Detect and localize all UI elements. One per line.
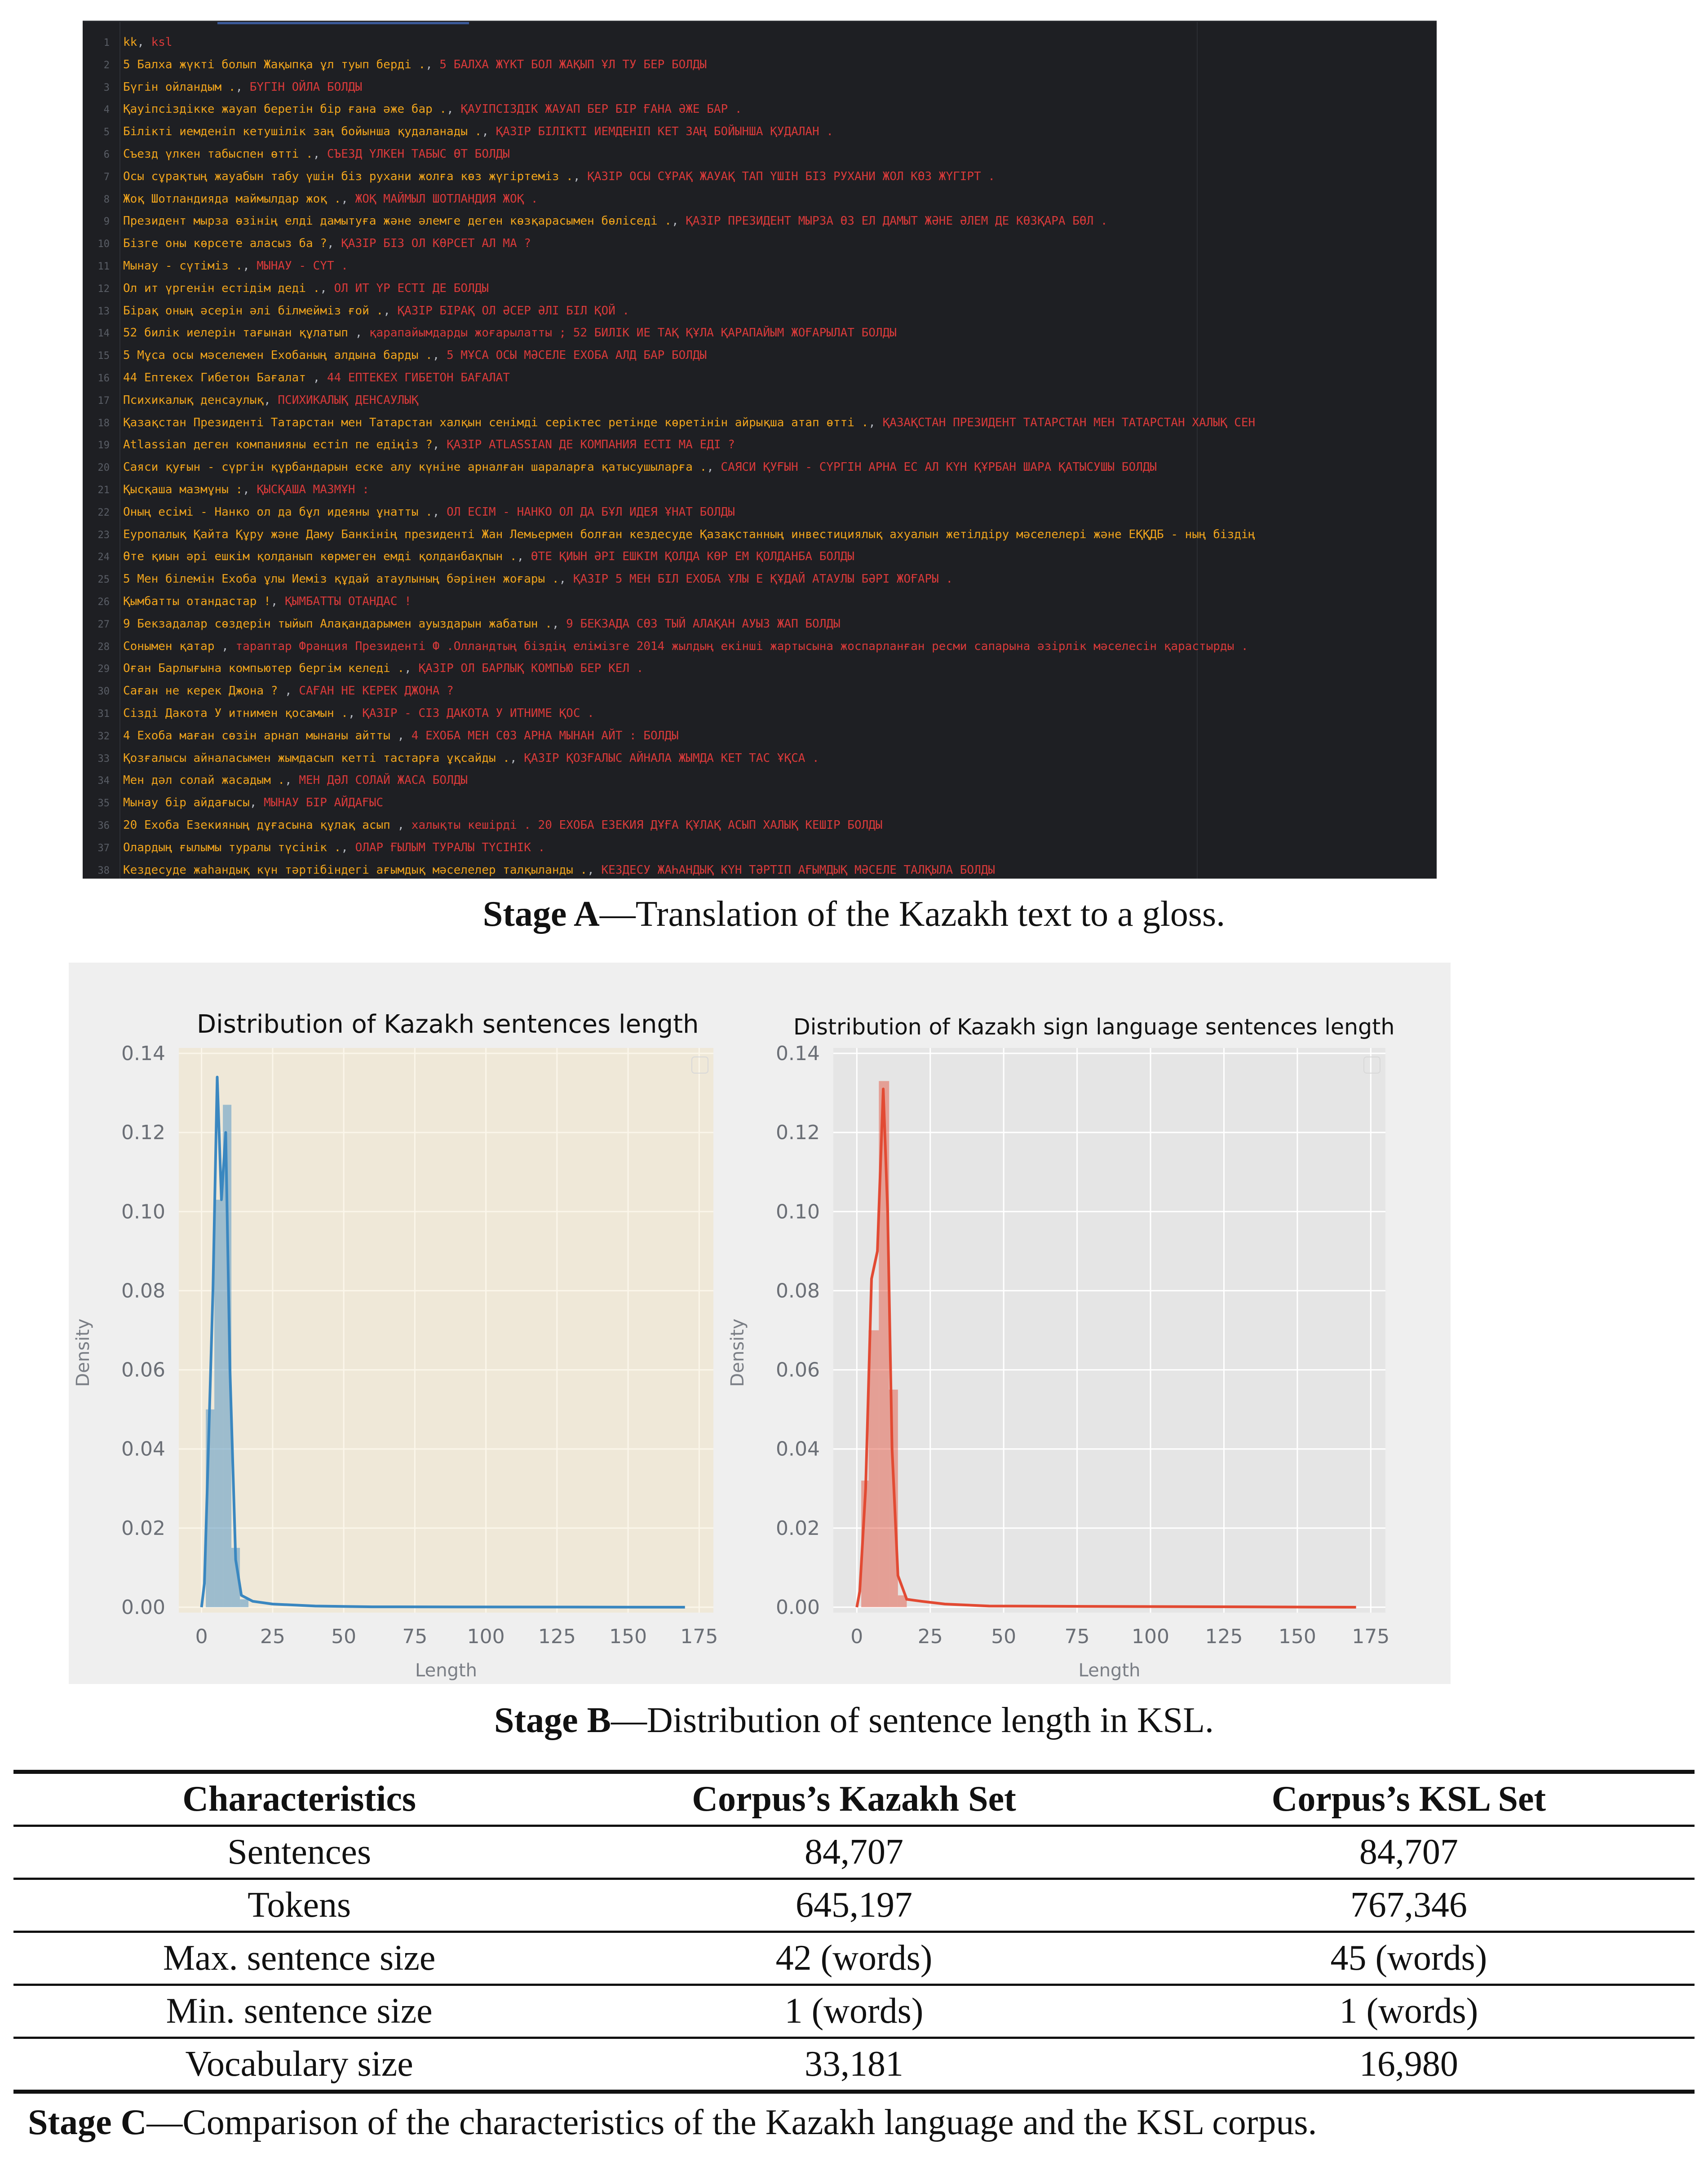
line-number: 37 (97, 842, 110, 854)
code-line (83, 680, 1437, 702)
code-line (83, 367, 1437, 389)
ksl-value: 45 (words) (1123, 1932, 1695, 1985)
y-tick-label: 0.06 (121, 1358, 165, 1382)
code-line (83, 613, 1437, 635)
separator: , (404, 662, 419, 676)
code-line (83, 702, 1437, 725)
ksl-gloss: ПСИХИКАЛЫҚ ДЕНСАУЛЫҚ (278, 393, 419, 407)
ksl-value: 767,346 (1123, 1879, 1695, 1932)
ksl-gloss: ӨТЕ ҚИЫН ӘРІ ЕШКІМ ҚОЛДА КӨР ЕМ ҚОЛДАНБА БОЛДЫ (531, 550, 854, 564)
kazakh-text: 44 Ептекех Гибетон Бағалат (123, 371, 313, 385)
separator: , (285, 774, 299, 787)
table-row (13, 1985, 1695, 2038)
left-chart-title: Distribution of Kazakh sentences length (197, 1010, 699, 1039)
header-kazakh-set: Corpus’s Kazakh Set (585, 1772, 1123, 1826)
line-number: 29 (97, 663, 110, 675)
separator: , (868, 416, 883, 429)
code-line (83, 76, 1437, 98)
row-label: Vocabulary size (13, 2038, 585, 2092)
separator: , (573, 169, 588, 183)
code-line (83, 836, 1437, 859)
kazakh-text: Бүгін ойландым . (123, 80, 236, 94)
ksl-gloss: ҚАЗІР - СІЗ ДАКОТА У ИТНИМЕ ҚОС . (362, 707, 594, 720)
kazakh-text: Бізге оны көрсете аласыз ба ? (123, 237, 327, 251)
kazakh-value: 1 (words) (585, 1985, 1123, 2038)
stage-b-caption (0, 1700, 1708, 1741)
separator: , (671, 214, 686, 228)
kazakh-text: Сонымен қатар (123, 639, 222, 653)
separator: , (341, 840, 355, 854)
separator: , (432, 505, 447, 519)
separator: , (320, 281, 334, 295)
line-number: 10 (97, 239, 110, 250)
line-number: 14 (97, 328, 110, 340)
kazakh-text: Сізді Дакота У итнимен қосамын . (123, 707, 348, 720)
line-number: 2 (103, 59, 110, 71)
header-ksl-set: Corpus’s KSL Set (1123, 1772, 1695, 1826)
x-tick-label: 0 (195, 1625, 208, 1648)
x-tick-label: 75 (402, 1625, 428, 1648)
charts-panel (69, 963, 1451, 1684)
x-tick-label: 75 (1064, 1625, 1090, 1648)
ksl-gloss: ОЛ ЕСІМ - НАНКО ОЛ ДА БҰЛ ИДЕЯ ҰНАТ БОЛДЫ (447, 505, 735, 519)
line-number: 20 (97, 462, 110, 474)
kazakh-text: Мынау - сүтіміз . (123, 259, 243, 273)
code-line (83, 120, 1437, 143)
y-tick-label: 0.10 (776, 1200, 820, 1224)
y-tick-label: 0.06 (776, 1358, 820, 1382)
separator: , (432, 438, 447, 452)
x-tick-label: 125 (1205, 1625, 1243, 1648)
ksl-gloss: 5 БАЛХА ЖҮКТ БОЛ ЖАҚЫП ҰЛ ТУ БЕР БОЛДЫ (439, 57, 707, 71)
ksl-gloss: ҚЫСҚАША МАЗМҰН : (257, 483, 369, 496)
line-number: 24 (97, 552, 110, 563)
kazakh-value: 84,707 (585, 1826, 1123, 1879)
y-tick-label: 0.14 (776, 1042, 820, 1065)
stage-b-label: Stage B (494, 1701, 611, 1740)
line-number: 35 (97, 798, 110, 809)
x-tick-label: 125 (538, 1625, 576, 1648)
y-axis-label: Density (727, 1318, 748, 1387)
ksl-gloss: ҚАЗІР ҚОЗҒАЛЫС АЙНАЛА ЖЫМДА КЕТ ТАС ҰҚСА . (524, 751, 819, 765)
ksl-gloss: ҚАЗІР БІРАҚ ОЛ ӘСЕР ӘЛІ БІЛ ҚОЙ . (397, 304, 630, 318)
line-number: 21 (97, 485, 110, 496)
code-line (83, 389, 1437, 411)
code-line (83, 791, 1437, 814)
line-number: 17 (97, 395, 110, 407)
separator: , (517, 550, 531, 564)
separator: , (397, 729, 412, 743)
separator: , (249, 796, 264, 810)
code-line (83, 769, 1437, 791)
line-number: 12 (97, 283, 110, 295)
separator: , (313, 147, 327, 161)
code-line (83, 344, 1437, 367)
ksl-gloss: ҚАЗІР ATLASSIAN ДЕ КОМПАНИЯ ЕСТІ МА ЕДІ ? (447, 438, 735, 452)
line-number: 32 (97, 730, 110, 742)
kazakh-text: Бірақ оның әсерін әлі білмейміз ғой . (123, 304, 384, 318)
line-number: 27 (97, 619, 110, 630)
kazakh-text: Қымбатты отандастар ! (123, 595, 271, 608)
table-row (13, 1826, 1695, 1879)
kazakh-text: 5 Мен білемін Ехоба ұлы Иеміз құдай атаулының бәрінен жоғары . (123, 572, 559, 586)
code-line (83, 143, 1437, 165)
active-tab-indicator (217, 22, 469, 24)
line-number: 38 (97, 865, 110, 876)
x-tick-label: 25 (917, 1625, 943, 1648)
ksl-gloss: МЫНАУ - СҮТ . (257, 259, 348, 273)
y-tick-label: 0.04 (121, 1437, 165, 1461)
line-number: 1 (103, 37, 110, 49)
code-line (83, 814, 1437, 836)
code-line (83, 747, 1437, 769)
kazakh-text: Білікті иемденіп кетушілік заң бойынша қудаланады . (123, 125, 482, 139)
x-tick-label: 50 (331, 1625, 357, 1648)
code-line (83, 859, 1437, 879)
code-line (83, 210, 1437, 232)
separator: , (327, 237, 341, 251)
ksl-gloss: ОЛ ИТ ҮР ЕСТІ ДЕ БОЛДЫ (334, 281, 489, 295)
code-line (83, 300, 1437, 322)
line-number: 9 (103, 216, 110, 228)
separator: , (707, 460, 721, 474)
code-line (83, 98, 1437, 120)
ksl-gloss: тараптар Франция Президенті Ф .Олландтың біздің елімізге 2014 жылдың екінші жартысына жоспарланған ресми сапарына әзірлік мәселесін қарастырды . (235, 639, 1248, 653)
ksl-gloss: СЪЕЗД ҮЛКЕН ТАБЫС ӨТ БОЛДЫ (327, 147, 510, 161)
ksl-gloss: ksl (151, 35, 173, 49)
kazakh-text: Ол ит үргенін естідім деді . (123, 281, 320, 295)
separator: , (552, 617, 566, 631)
kazakh-text: Өте қиын әрі ешкім қолданып көрмеген емді қолданбақпын . (123, 550, 517, 564)
ksl-gloss: ҚЫМБАТТЫ ОТАНДАС ! (285, 595, 412, 608)
line-number: 3 (103, 82, 110, 93)
separator: , (285, 684, 299, 698)
separator: , (355, 326, 369, 340)
characteristics-table (13, 1770, 1695, 2094)
code-line (83, 501, 1437, 523)
ksl-gloss: ҚАЗІР БІЗ ОЛ КӨРСЕТ АЛ МА ? (341, 237, 531, 251)
kazakh-value: 645,197 (585, 1879, 1123, 1932)
kazakh-text: 5 Балха жүкті болып Жақыпқа ұл туып берді . (123, 57, 426, 71)
kazakh-text: Президент мырза өзінің елді дамытуға және әлемге деген көзқарасымен бөліседі . (123, 214, 672, 228)
line-number: 31 (97, 708, 110, 720)
ksl-gloss: ҚАУІПСІЗДІК ЖАУАП БЕР БІР ҒАНА ӘЖЕ БАР . (460, 102, 742, 116)
line-number: 6 (103, 149, 110, 160)
kazakh-text: Еуропалық Қайта Құру және Даму Банкінің президенті Жан Лемьермен болған кездесуде Қазақстанның инвестициялық ахуалын жетілдіру мәселелері және ЕҚҚДБ - ның біздің (123, 527, 1256, 541)
ksl-gloss: 5 МҰСА ОСЫ МӘСЕЛЕ ЕХОБА АЛД БАР БОЛДЫ (447, 349, 707, 362)
separator: , (243, 259, 257, 273)
kazakh-text: Қысқаша мазмұны : (123, 483, 243, 496)
separator: , (482, 125, 496, 139)
right-chart-title: Distribution of Kazakh sign language sentences length (793, 1014, 1395, 1040)
kazakh-text: 9 Бекзадалар сөздерін тыйып Алақандарымен ауыздарын жабатын . (123, 617, 552, 631)
header-characteristics: Characteristics (13, 1772, 585, 1826)
ksl-gloss: ОЛАР ҒЫЛЫМ ТУРАЛЫ ТҮСІНІК . (355, 840, 545, 854)
stage-b-text: —Distribution of sentence length in KSL. (611, 1701, 1214, 1740)
code-line (83, 31, 1437, 53)
stage-c-text: —Comparison of the characteristics of the Kazakh language and the KSL corpus. (146, 2103, 1317, 2142)
kazakh-value: 33,181 (585, 2038, 1123, 2092)
separator: , (264, 393, 278, 407)
y-tick-label: 0.08 (121, 1279, 165, 1303)
ksl-gloss: МЫНАУ БІР АЙДАҒЫС (264, 796, 384, 810)
row-label: Sentences (13, 1826, 585, 1879)
x-tick-label: 50 (991, 1625, 1017, 1648)
kazakh-text: Олардың ғылымы туралы түсінік . (123, 840, 341, 854)
y-tick-label: 0.10 (121, 1200, 165, 1224)
line-number: 33 (97, 753, 110, 765)
stage-c-caption (28, 2102, 1317, 2143)
kazakh-text: Қазақстан Президенті Татарстан мен Татарстан халқын сенімді серіктес ретінде көретінін айрықша атап өтті . (123, 416, 869, 429)
code-line (83, 568, 1437, 590)
line-number: 34 (97, 775, 110, 787)
line-number: 26 (97, 597, 110, 608)
kazakh-length-chart (73, 1042, 718, 1681)
stage-c-label: Stage C (28, 2103, 147, 2142)
kazakh-text: 52 билік иелерін тағынан құлатып (123, 326, 355, 340)
ksl-length-chart (727, 1042, 1389, 1681)
kazakh-text: Съезд үлкен табыспен өтті . (123, 147, 313, 161)
ksl-gloss: 44 ЕПТЕКЕХ ГИБЕТОН БАҒАЛАТ (327, 371, 510, 385)
x-tick-label: 175 (680, 1625, 718, 1648)
stage-a-caption (0, 894, 1708, 935)
code-line (83, 725, 1437, 747)
ksl-gloss: халықты кешірді . 20 ЕХОБА ЕЗЕКИЯ ДҰҒА ҚҰЛАҚ АСЫП ХАЛЫҚ КЕШІР БОЛДЫ (411, 818, 883, 832)
separator: , (137, 35, 151, 49)
ksl-value: 1 (words) (1123, 1985, 1695, 2038)
kazakh-value: 42 (words) (585, 1932, 1123, 1985)
y-tick-label: 0.02 (121, 1516, 165, 1540)
code-line (83, 433, 1437, 456)
histogram-bar (214, 1200, 223, 1607)
row-label: Min. sentence size (13, 1985, 585, 2038)
kazakh-text: Мен дәл солай жасадым . (123, 774, 285, 787)
x-tick-label: 25 (260, 1625, 285, 1648)
line-number: 23 (97, 529, 110, 541)
y-axis-label: Density (73, 1318, 93, 1387)
line-number: 11 (97, 261, 110, 272)
separator: , (383, 304, 398, 318)
kazakh-text: kk (123, 35, 137, 49)
table-row (13, 1932, 1695, 1985)
kazakh-text: Atlassian деген компанияны естіп пе едіңіз ? (123, 438, 433, 452)
separator: , (221, 639, 236, 653)
kazakh-text: Мынау бір айдағысы (123, 796, 250, 810)
ksl-gloss: МЕН ДӘЛ СОЛАЙ ЖАСА БОЛДЫ (299, 774, 468, 787)
row-label: Max. sentence size (13, 1932, 585, 1985)
code-line (83, 478, 1437, 501)
separator: , (348, 707, 363, 720)
separator: , (235, 80, 250, 94)
y-tick-label: 0.00 (121, 1596, 165, 1619)
ksl-gloss: ҚАЗАҚСТАН ПРЕЗИДЕНТ ТАТАРСТАН МЕН ТАТАРСТАН ХАЛЫҚ СЕН (882, 416, 1256, 429)
line-number: 16 (97, 373, 110, 384)
kazakh-text: Оның есімі - Нанко ол да бұл идеяны ұнатты . (123, 505, 433, 519)
ksl-gloss: КЕЗДЕСУ ЖАҺАНДЫҚ КҮН ТӘРТІП АҒЫМДЫҚ МӘСЕЛЕ ТАЛҚЫЛА БОЛДЫ (601, 863, 996, 877)
x-tick-label: 100 (467, 1625, 505, 1648)
code-line (83, 590, 1437, 613)
x-tick-label: 150 (1278, 1625, 1316, 1648)
ksl-gloss: ҚАЗІР ОСЫ СҰРАҚ ЖАУАҚ ТАП ҮШІН БІЗ РУХАНИ ЖОЛ КӨЗ ЖҮГІРТ . (587, 169, 996, 183)
code-line (83, 53, 1437, 76)
ksl-gloss: ҚАЗІР БІЛІКТІ ИЕМДЕНІП КЕТ ЗАҢ БОЙЫНША ҚУДАЛАН . (496, 125, 833, 139)
x-tick-label: 175 (1352, 1625, 1390, 1648)
kazakh-text: Қауіпсіздікке жауап беретін бір ғана әже бар . (123, 102, 447, 116)
separator: , (397, 818, 412, 832)
y-tick-label: 0.04 (776, 1437, 820, 1461)
kazakh-text: Қозғалысы айналасымен жымдасып кетті тастарға ұқсайды . (123, 751, 510, 765)
kazakh-text: Саған не керек Джона ? (123, 684, 285, 698)
separator: , (587, 863, 602, 877)
ksl-gloss: САҒАН НЕ КЕРЕК ДЖОНА ? (299, 684, 454, 698)
separator: , (270, 595, 285, 608)
stage-a-text: —Translation of the Kazakh text to a gloss. (599, 894, 1226, 934)
line-number: 28 (97, 641, 110, 653)
kazakh-text: Саяси қуғын - сүргін құрбандарын еске алу күніне арналған шараларға қатысушыларға . (123, 460, 707, 474)
kazakh-text: Кездесуде жаһандық күн тәртібіндегі ағымдық мәселелер талқыланды . (123, 863, 588, 877)
x-tick-label: 0 (850, 1625, 863, 1648)
ksl-value: 84,707 (1123, 1826, 1695, 1879)
y-tick-label: 0.14 (121, 1042, 165, 1065)
density-charts (69, 963, 1451, 1684)
line-number: 15 (97, 350, 110, 362)
line-number: 22 (97, 507, 110, 518)
kazakh-text: 20 Ехоба Езекияның дұғасына құлақ асып (123, 818, 398, 832)
ksl-gloss: 4 ЕХОБА МЕН СӨЗ АРНА МЫНАН АЙТ : БОЛДЫ (411, 729, 679, 743)
ksl-gloss: САЯСИ ҚУҒЫН - СҮРГІН АРНА ЕС АЛ КҮН ҚҰРБАН ШАРА ҚАТЫСУШЫ БОЛДЫ (721, 460, 1157, 474)
ksl-value: 16,980 (1123, 2038, 1695, 2092)
line-number: 4 (103, 104, 110, 116)
kazakh-text: Оған Барлығына компьютер бергім келеді . (123, 662, 405, 676)
line-number: 7 (103, 171, 110, 183)
characteristics-table-wrap (13, 1770, 1695, 2094)
ksl-gloss: 9 БЕКЗАДА СӨЗ ТЫЙ АЛАҚАН АУЫЗ ЖАП БОЛДЫ (566, 617, 841, 631)
line-number: 19 (97, 440, 110, 451)
separator: , (509, 751, 524, 765)
x-axis-label: Length (1078, 1660, 1141, 1681)
x-tick-label: 150 (609, 1625, 647, 1648)
code-line (83, 411, 1437, 434)
line-number: 36 (97, 820, 110, 831)
code-editor-panel (83, 21, 1437, 879)
y-tick-label: 0.00 (776, 1596, 820, 1619)
code-line (83, 322, 1437, 344)
separator: , (425, 57, 440, 71)
ksl-gloss: ҚАЗІР 5 МЕН БІЛ ЕХОБА ҰЛЫ Е ҚҰДАЙ АТАУЛЫ БӘРІ ЖОҒАРЫ . (573, 572, 953, 586)
x-axis-label: Length (415, 1660, 477, 1681)
row-label: Tokens (13, 1879, 585, 1932)
line-number: 8 (103, 194, 110, 205)
line-number: 30 (97, 686, 110, 698)
line-number: 5 (103, 127, 110, 138)
stage-a-label: Stage A (482, 894, 600, 934)
separator: , (559, 572, 573, 586)
ksl-gloss: ЖОҚ МАЙМЫЛ ШОТЛАНДИЯ ЖОҚ . (355, 192, 538, 206)
code-line (83, 277, 1437, 300)
separator: , (447, 102, 461, 116)
x-tick-label: 100 (1132, 1625, 1170, 1648)
ksl-gloss: ҚАЗІР ОЛ БАРЛЫҚ КОМПЬЮ БЕР КЕЛ . (418, 662, 644, 676)
separator: , (341, 192, 355, 206)
histogram-bar (240, 1599, 248, 1607)
table-row (13, 1879, 1695, 1932)
separator: , (243, 483, 257, 496)
table-row (13, 2038, 1695, 2092)
ksl-gloss: ҚАЗІР ПРЕЗИДЕНТ МЫРЗА ӨЗ ЕЛ ДАМЫТ ЖӘНЕ ӘЛЕМ ДЕ КӨЗҚАРА БӨЛ . (686, 214, 1108, 228)
ksl-gloss: БҮГІН ОЙЛА БОЛДЫ (249, 80, 363, 94)
y-tick-label: 0.12 (121, 1121, 165, 1145)
separator: , (313, 371, 327, 385)
kazakh-text: Жоқ Шотландияда маймылдар жоқ . (123, 192, 341, 206)
code-line (83, 635, 1437, 658)
line-number: 13 (97, 305, 110, 317)
code-line (83, 188, 1437, 210)
line-number: 18 (97, 417, 110, 429)
code-line (83, 523, 1437, 546)
kazakh-text: Психикалық денсаулық (123, 393, 264, 407)
code-line (83, 255, 1437, 277)
ksl-gloss: қарапайымдарды жоғарылатты ; 52 БИЛІК ИЕ ТАҚ ҚҰЛА ҚАРАПАЙЫМ ЖОҒАРЫЛАТ БОЛДЫ (369, 326, 897, 340)
code-line (83, 456, 1437, 478)
code-line (83, 165, 1437, 188)
y-tick-label: 0.08 (776, 1279, 820, 1303)
code-line (83, 545, 1437, 568)
kazakh-text: Осы сұрақтың жауабын табу үшін біз рухани жолға көз жүгіртеміз . (123, 169, 573, 183)
code-line (83, 657, 1437, 680)
kazakh-text: 4 Ехоба маған сөзін арнап мынаны айтты (123, 729, 398, 743)
kazakh-text: 5 Мұса осы мәселемен Ехобаның алдына барды . (123, 349, 433, 362)
y-tick-label: 0.02 (776, 1516, 820, 1540)
separator: , (432, 349, 447, 362)
table-header-row (13, 1772, 1695, 1826)
y-tick-label: 0.12 (776, 1121, 820, 1145)
code-line (83, 232, 1437, 255)
line-number: 25 (97, 574, 110, 586)
